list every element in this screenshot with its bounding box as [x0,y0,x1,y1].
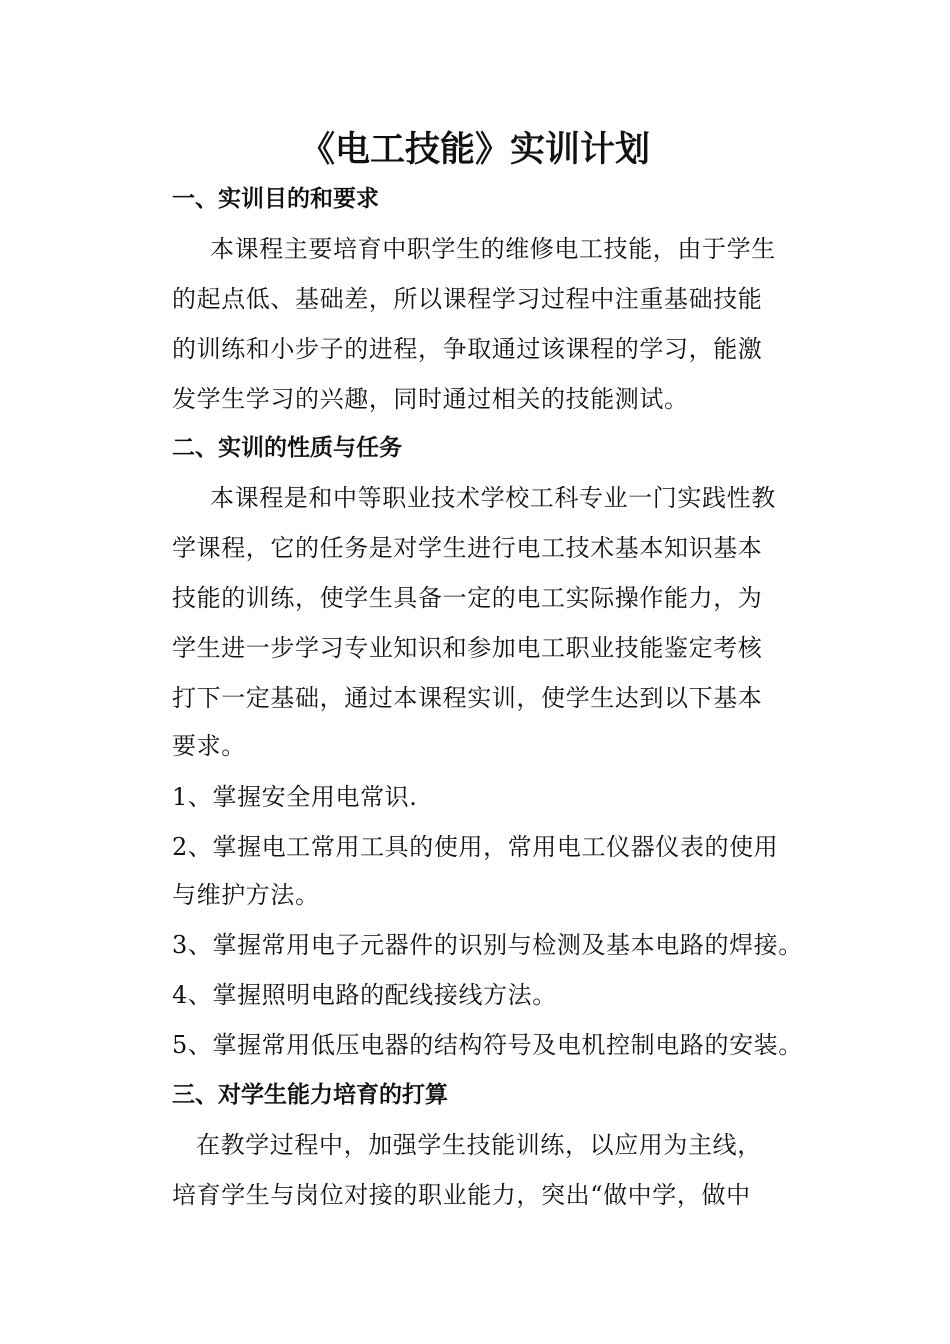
paragraph-line: 学课程，它的任务是对学生进行电工技术基本知识基本 [172,534,763,562]
section-heading-2: 二、实训的性质与任务 [172,435,402,461]
paragraph-line: 学生进一步学习专业知识和参加电工职业技能鉴定考核 [172,634,763,662]
list-item: 1、掌握安全用电常识. [172,783,418,811]
paragraph-line: 本课程是和中等职业技术学校工科专业一门实践性教 [210,484,776,512]
paragraph-line: 发学生学习的兴趣，同时通过相关的技能测试。 [172,385,689,413]
paragraph-line: 打下一定基础，通过本课程实训，使学生达到以下基本 [172,684,763,712]
list-item: 与维护方法。 [172,881,320,909]
section-heading-3: 三、对学生能力培育的打算 [172,1082,448,1108]
paragraph-line: 在教学过程中，加强学生技能训练，以应用为主线， [196,1131,762,1159]
section-heading-1: 一、实训目的和要求 [172,186,379,212]
list-item: 2、掌握电工常用工具的使用，常用电工仪器仪表的使用 [172,833,779,861]
paragraph-line: 技能的训练，使学生具备一定的电工实际操作能力，为 [172,584,763,612]
list-item: 3、掌握常用电子元器件的识别与检测及基本电路的焊接。 [172,931,803,959]
list-item: 5、掌握常用低压电器的结构符号及电机控制电路的安装。 [172,1031,803,1059]
paragraph-line: 要求。 [172,732,246,760]
document-title: 《电工技能》实训计划 [299,130,650,170]
paragraph-line: 的训练和小步子的进程，争取通过该课程的学习，能激 [172,335,763,363]
paragraph-line: 培育学生与岗位对接的职业能力，突出“做中学，做中 [172,1181,751,1209]
list-item: 4、掌握照明电路的配线接线方法。 [172,981,557,1009]
paragraph-line: 本课程主要培育中职学生的维修电工技能，由于学生 [210,235,776,263]
paragraph-line: 的起点低、基础差，所以课程学习过程中注重基础技能 [172,285,763,313]
